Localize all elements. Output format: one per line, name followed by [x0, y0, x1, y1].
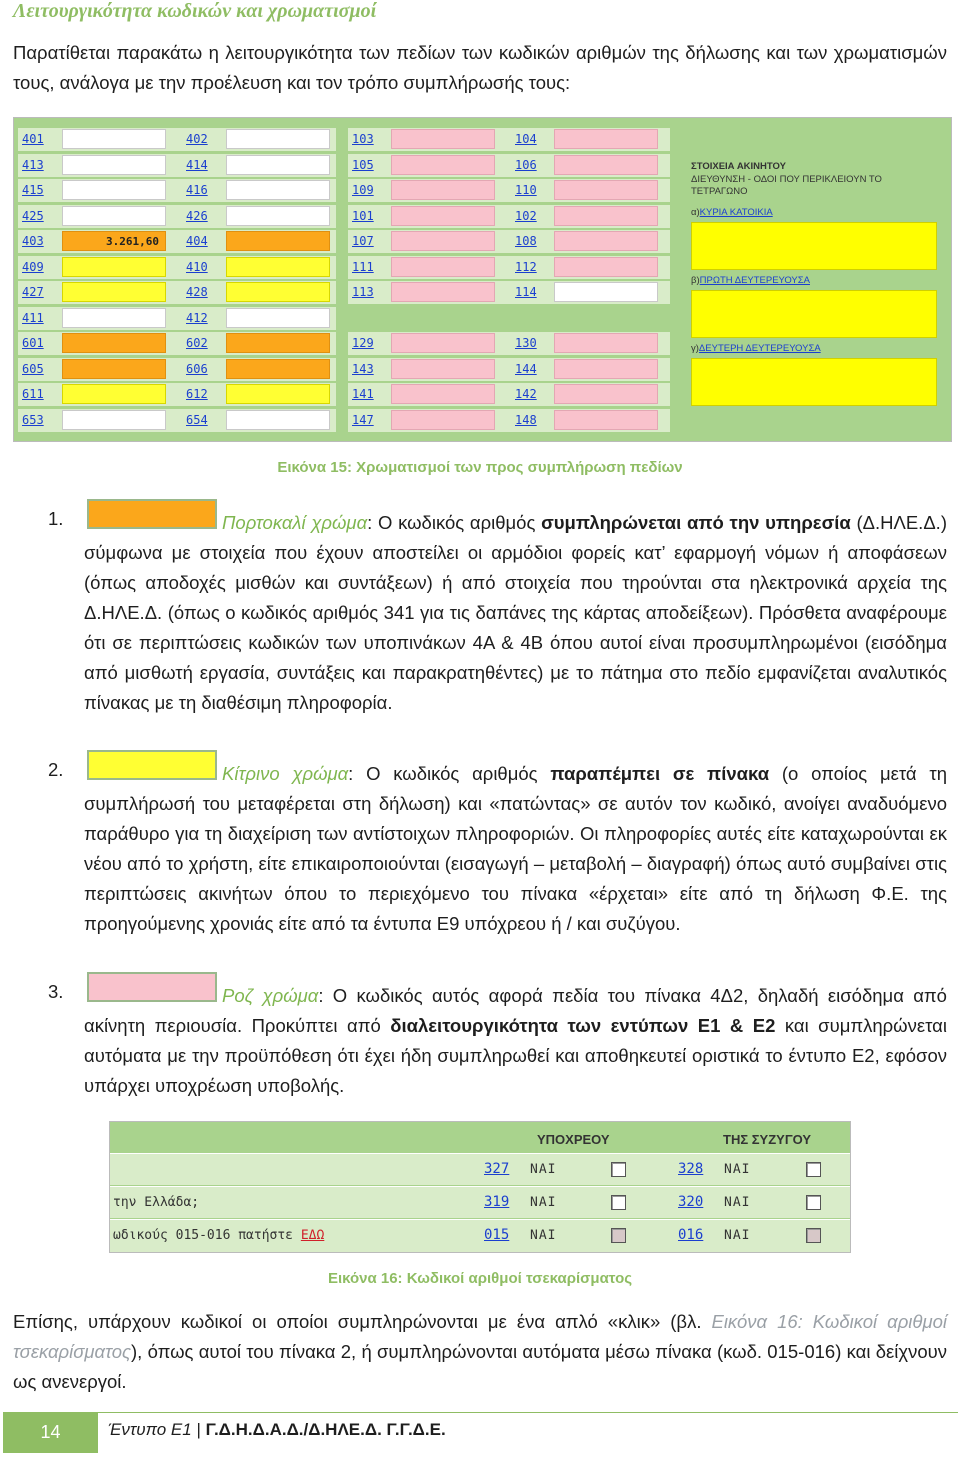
- code-link-130[interactable]: 130: [515, 336, 537, 350]
- code-link-411[interactable]: 411: [22, 310, 44, 325]
- figure-16-caption: Εικόνα 16: Κωδικοί αριθμοί τσεκαρίσματος: [327, 1270, 633, 1287]
- figure-16-header: [110, 1122, 850, 1152]
- code-field-114[interactable]: [554, 282, 658, 302]
- closing-paragraph: [13, 1307, 947, 1397]
- code-field-601[interactable]: [62, 333, 166, 353]
- code-field-402[interactable]: [226, 129, 330, 149]
- code-link-427[interactable]: 427: [22, 285, 44, 299]
- code-link-612[interactable]: 612: [186, 387, 208, 401]
- code-link-428[interactable]: 428: [186, 285, 208, 299]
- header-spouse: ΤΗΣ ΣΥΖΥΓΟΥ: [723, 1132, 812, 1147]
- row-label: ωδικούς 015-016 πατήστε ΕΔΩ: [113, 1228, 325, 1243]
- code-link-415[interactable]: 415: [22, 183, 44, 197]
- code-link-113[interactable]: 113: [352, 285, 374, 299]
- code-link[interactable]: 319: [484, 1194, 510, 1210]
- code-field-654[interactable]: [226, 410, 330, 430]
- footer-text: [108, 1420, 446, 1440]
- yellow-color-label: Κίτρινο χρώμα: [222, 763, 349, 784]
- code-link-147[interactable]: 147: [352, 412, 374, 427]
- code-field-416[interactable]: [226, 180, 330, 200]
- property-title: ΣΤΟΙΧΕΙΑ ΑΚΙΝΗΤΟΥ: [691, 161, 786, 172]
- code-field-129[interactable]: [391, 333, 495, 353]
- list-item-2: [84, 759, 947, 939]
- code-field-111[interactable]: [391, 257, 495, 277]
- footer-separator: |: [191, 1420, 206, 1439]
- code-link-102[interactable]: 102: [515, 208, 537, 223]
- code-field-142[interactable]: [554, 384, 658, 404]
- code-field-415[interactable]: [62, 180, 166, 200]
- code-link-108[interactable]: 108: [515, 234, 537, 248]
- footer-organization: Γ.Δ.Η.Δ.Α.Δ./Δ.ΗΛΕ.Δ. Γ.Γ.Δ.Ε.: [205, 1420, 446, 1439]
- code-link-148[interactable]: 148: [515, 412, 537, 427]
- code-link-402[interactable]: 402: [186, 132, 208, 146]
- item-3-text-b: και συμπληρώνεται αυτόματα με την προϋπόθεση ότι έχει ήδη συμπληρωθεί και αποθηκευτεί οριστικά το έντυπο Ε2, εφόσον υπάρχει υποχρέωση υποβολής.: [84, 1015, 947, 1096]
- list-number-3: 3.: [48, 981, 64, 1002]
- list-number-2: 2.: [48, 759, 64, 780]
- row-label: την Ελλάδα;: [113, 1195, 200, 1210]
- figure-16-panel: [109, 1121, 851, 1253]
- code-link-144[interactable]: 144: [515, 361, 537, 376]
- code-field-428[interactable]: [226, 282, 330, 302]
- code-link-611[interactable]: 611: [22, 387, 44, 401]
- code-link[interactable]: 327: [484, 1161, 510, 1177]
- figure-15-panel: [13, 117, 952, 442]
- code-link-653[interactable]: 653: [22, 412, 44, 427]
- code-link-404[interactable]: 404: [186, 234, 208, 248]
- code-link-401[interactable]: 401: [22, 132, 44, 146]
- property-subtitle: ΔΙΕΥΘΥΝΣΗ - ΟΔΟΙ ΠΟΥ ΠΕΡΙΚΛΕΙΟΥΝ ΤΟ: [691, 174, 882, 185]
- code-field-108[interactable]: [554, 231, 658, 251]
- code-field-106[interactable]: [554, 155, 658, 175]
- closing-text-b: ), όπως αυτοί του πίνακα 2, ή συμπληρώνονται αυτόματα μέσω πίνακα (κωδ. 015-016) και δείχνουν ως ανενεργοί.: [13, 1341, 947, 1392]
- checkbox[interactable]: [806, 1162, 821, 1177]
- code-field-130[interactable]: [554, 333, 658, 353]
- code-link-109[interactable]: 109: [352, 183, 374, 197]
- yes-label: ΝΑΙ: [724, 1195, 751, 1210]
- code-link-114[interactable]: 114: [515, 285, 537, 299]
- code-field-403[interactable]: [62, 231, 166, 251]
- table-row: [110, 1186, 850, 1218]
- code-link[interactable]: 016: [678, 1227, 704, 1243]
- code-field-148[interactable]: [554, 410, 658, 430]
- code-field-425[interactable]: [62, 206, 166, 226]
- code-field-414[interactable]: [226, 155, 330, 175]
- item-3-bold: διαλειτουργικότητα των εντύπων Ε1 & Ε2: [390, 1015, 776, 1036]
- item-2-bold: παραπέμπει σε πίνακα: [550, 763, 770, 784]
- here-link[interactable]: ΕΔΩ: [300, 1228, 325, 1243]
- code-field-143[interactable]: [391, 359, 495, 379]
- code-field-412[interactable]: [226, 308, 330, 328]
- code-link-141[interactable]: 141: [352, 387, 374, 401]
- code-link-105[interactable]: 105: [352, 157, 374, 172]
- code-link-111[interactable]: 111: [352, 259, 374, 274]
- code-field-107[interactable]: [391, 231, 495, 251]
- code-field-409[interactable]: [62, 257, 166, 277]
- code-field-605[interactable]: [62, 359, 166, 379]
- main-residence-link[interactable]: α)ΚΥΡΙΑ ΚΑΤΟΙΚΙΑ: [691, 207, 773, 218]
- orange-color-label: Πορτοκαλί χρώμα: [222, 512, 368, 533]
- item-2-text-b: (ο οποίος μετά τη συμπλήρωσή του μεταφέρεται στη δήλωση) και «πατώντας» σε αυτόν τον κωδικό, ανοίγει αναδυόμενο παράθυρο για τη διαχείριση των αντίστοιχων πληροφοριών. Οι πληροφορίες αυτές είτε καταχωρούνται εκ νέου από το χρήστη, είτε επικαιροποιούνται (εισαγωγή – μεταβολή – διαγραφή) όπως αυτό συμβαίνει στις περιπτώσεις ακινήτων όπου το περιεχόμενο του πίνακα «έρχεται» είτε από τη δήλωση Φ.Ε. της προηγούμενης χρονιάς είτε από τα έντυπα Ε9 υπόχρεου ή / και συζύγου.: [84, 763, 947, 934]
- item-1-bold: συμπληρώνεται από την υπηρεσία: [541, 512, 851, 533]
- figure-reference-link[interactable]: Εικόνα 16: Κωδικοί αριθμοί τσεκαρίσματος: [13, 1311, 947, 1362]
- code-link-654[interactable]: 654: [186, 412, 208, 427]
- code-field-404[interactable]: [226, 231, 330, 251]
- checkbox[interactable]: [611, 1195, 626, 1210]
- checkbox[interactable]: [806, 1195, 821, 1210]
- code-field-611[interactable]: [62, 384, 166, 404]
- code-link-413[interactable]: 413: [22, 157, 44, 172]
- item-1-text-a: : Ο κωδικός αριθμός: [367, 512, 542, 533]
- code-link-112[interactable]: 112: [515, 259, 537, 274]
- code-link-106[interactable]: 106: [515, 157, 537, 172]
- property-subtitle-2: ΤΕΤΡΑΓΩΝΟ: [691, 186, 748, 197]
- code-link-103[interactable]: 103: [352, 132, 374, 146]
- code-link-416[interactable]: 416: [186, 183, 208, 197]
- item-2-text-a: : Ο κωδικός αριθμός: [348, 763, 551, 784]
- code-link-601[interactable]: 601: [22, 336, 44, 350]
- code-link-410[interactable]: 410: [186, 259, 208, 274]
- code-field-113[interactable]: [391, 282, 495, 302]
- code-link[interactable]: 328: [678, 1161, 704, 1177]
- second-secondary-textarea[interactable]: [691, 358, 937, 406]
- checkbox-disabled: [806, 1228, 821, 1243]
- code-link-414[interactable]: 414: [186, 157, 208, 172]
- closing-text-a: Επίσης, υπάρχουν κωδικοί οι οποίοι συμπληρώνονται με ένα απλό «κλικ» (βλ.: [13, 1311, 712, 1332]
- code-field-112[interactable]: [554, 257, 658, 277]
- item-1-text-b: (Δ.ΗΛΕ.Δ.) σύμφωνα με στοιχεία που έχουν αποστείλει οι αρμόδιοι φορείς κατ’ εφαρμογή νόμων ή αποφάσεων (όπως αποδοχές μισθών και συντάξεων) ή από στοιχεία που τηρούνται στα ηλεκτρονικά αρχεία της Δ.ΗΛΕ.Δ. (όπως ο κωδικός αριθμός 341 για τις δαπάνες της κάρτας αποδείξεων). Πρόσθετα αναφέρουμε ότι σε περιπτώσεις κωδικών των υποπινάκων 4Α & 4Β όπου αυτοί είναι προσυμπληρωμένοι (εισόδημα από μισθωτή εργασία, συντάξεις και παρακρατηθέντες) με το πάτημα στο πεδίο εμφανίζεται αναλυτικός πίνακας με τη διαθέσιμη πληροφορία.: [84, 512, 947, 713]
- code-field-653[interactable]: [62, 410, 166, 430]
- code-field-144[interactable]: [554, 359, 658, 379]
- section-heading: Λειτουργικότητα κωδικών και χρωματισμοί: [13, 0, 377, 22]
- main-residence-textarea[interactable]: [691, 222, 937, 270]
- code-link-143[interactable]: 143: [352, 361, 374, 376]
- code-link-606[interactable]: 606: [186, 361, 208, 376]
- code-field-606[interactable]: [226, 359, 330, 379]
- code-field-147[interactable]: [391, 410, 495, 430]
- code-field-413[interactable]: [62, 155, 166, 175]
- code-field-101[interactable]: [391, 206, 495, 226]
- field-value: 3.261,60: [106, 235, 159, 248]
- yes-label: ΝΑΙ: [724, 1162, 751, 1177]
- code-link[interactable]: 015: [484, 1227, 510, 1243]
- table-row: [110, 1219, 850, 1252]
- second-secondary-link[interactable]: γ)ΔΕΥΤΕΡΗ ΔΕΥΤΕΡΕΥΟΥΣΑ: [691, 343, 821, 354]
- checkbox-disabled: [611, 1228, 626, 1243]
- code-field-109[interactable]: [391, 180, 495, 200]
- code-link-602[interactable]: 602: [186, 336, 208, 350]
- code-field-105[interactable]: [391, 155, 495, 175]
- yes-label: ΝΑΙ: [530, 1162, 557, 1177]
- code-link-142[interactable]: 142: [515, 387, 537, 401]
- code-link-409[interactable]: 409: [22, 259, 44, 274]
- figure-15-caption: Εικόνα 15: Χρωματισμοί των προς συμπλήρωση πεδίων: [277, 459, 683, 476]
- first-secondary-textarea[interactable]: [691, 290, 937, 338]
- code-field-110[interactable]: [554, 180, 658, 200]
- code-link-426[interactable]: 426: [186, 208, 208, 223]
- code-link-110[interactable]: 110: [515, 183, 537, 197]
- code-field-411[interactable]: [62, 308, 166, 328]
- header-taxpayer: ΥΠΟΧΡΕΟΥ: [537, 1132, 610, 1147]
- intro-paragraph: Παρατίθεται παρακάτω η λειτουργικότητα των πεδίων των κωδικών αριθμών της δήλωσης και των χρωματισμών τους, ανάλογα με την προέλευση και τον τρόπο συμπλήρωσής τους:: [13, 42, 947, 93]
- table-row: [110, 1153, 850, 1185]
- code-field-401[interactable]: [62, 129, 166, 149]
- footer-divider: [3, 1412, 958, 1413]
- code-field-410[interactable]: [226, 257, 330, 277]
- yes-label: ΝΑΙ: [530, 1195, 557, 1210]
- code-link-129[interactable]: 129: [352, 336, 374, 350]
- code-link-101[interactable]: 101: [352, 208, 374, 223]
- code-link-403[interactable]: 403: [22, 234, 44, 248]
- code-field-102[interactable]: [554, 206, 658, 226]
- footer-doc-name: Έντυπο Ε1: [108, 1420, 192, 1439]
- first-secondary-link[interactable]: β)ΠΡΩΤΗ ΔΕΥΤΕΡΕΥΟΥΣΑ: [691, 275, 810, 286]
- code-field-602[interactable]: [226, 333, 330, 353]
- yes-label: ΝΑΙ: [724, 1228, 751, 1243]
- list-item-3: [84, 981, 947, 1101]
- code-field-103[interactable]: [391, 129, 495, 149]
- code-field-426[interactable]: [226, 206, 330, 226]
- checkbox[interactable]: [611, 1162, 626, 1177]
- code-field-427[interactable]: [62, 282, 166, 302]
- code-link-605[interactable]: 605: [22, 361, 44, 376]
- code-field-141[interactable]: [391, 384, 495, 404]
- pink-color-label: Ροζ χρώμα: [222, 985, 319, 1006]
- code-link-412[interactable]: 412: [186, 310, 208, 325]
- list-number-1: 1.: [48, 508, 64, 529]
- code-link[interactable]: 320: [678, 1194, 704, 1210]
- list-item-1: [84, 508, 947, 718]
- code-link-425[interactable]: 425: [22, 208, 44, 223]
- code-field-104[interactable]: [554, 129, 658, 149]
- page-number: 14: [40, 1422, 61, 1442]
- yes-label: ΝΑΙ: [530, 1228, 557, 1243]
- item-3-text-a: : Ο κωδικός αυτός αφορά πεδία του πίνακα 4Δ2, δηλαδή εισόδημα από ακίνητη περιουσία. Προκύπτει από: [84, 985, 947, 1036]
- code-field-612[interactable]: [226, 384, 330, 404]
- code-link-107[interactable]: 107: [352, 234, 374, 248]
- code-link-104[interactable]: 104: [515, 132, 537, 146]
